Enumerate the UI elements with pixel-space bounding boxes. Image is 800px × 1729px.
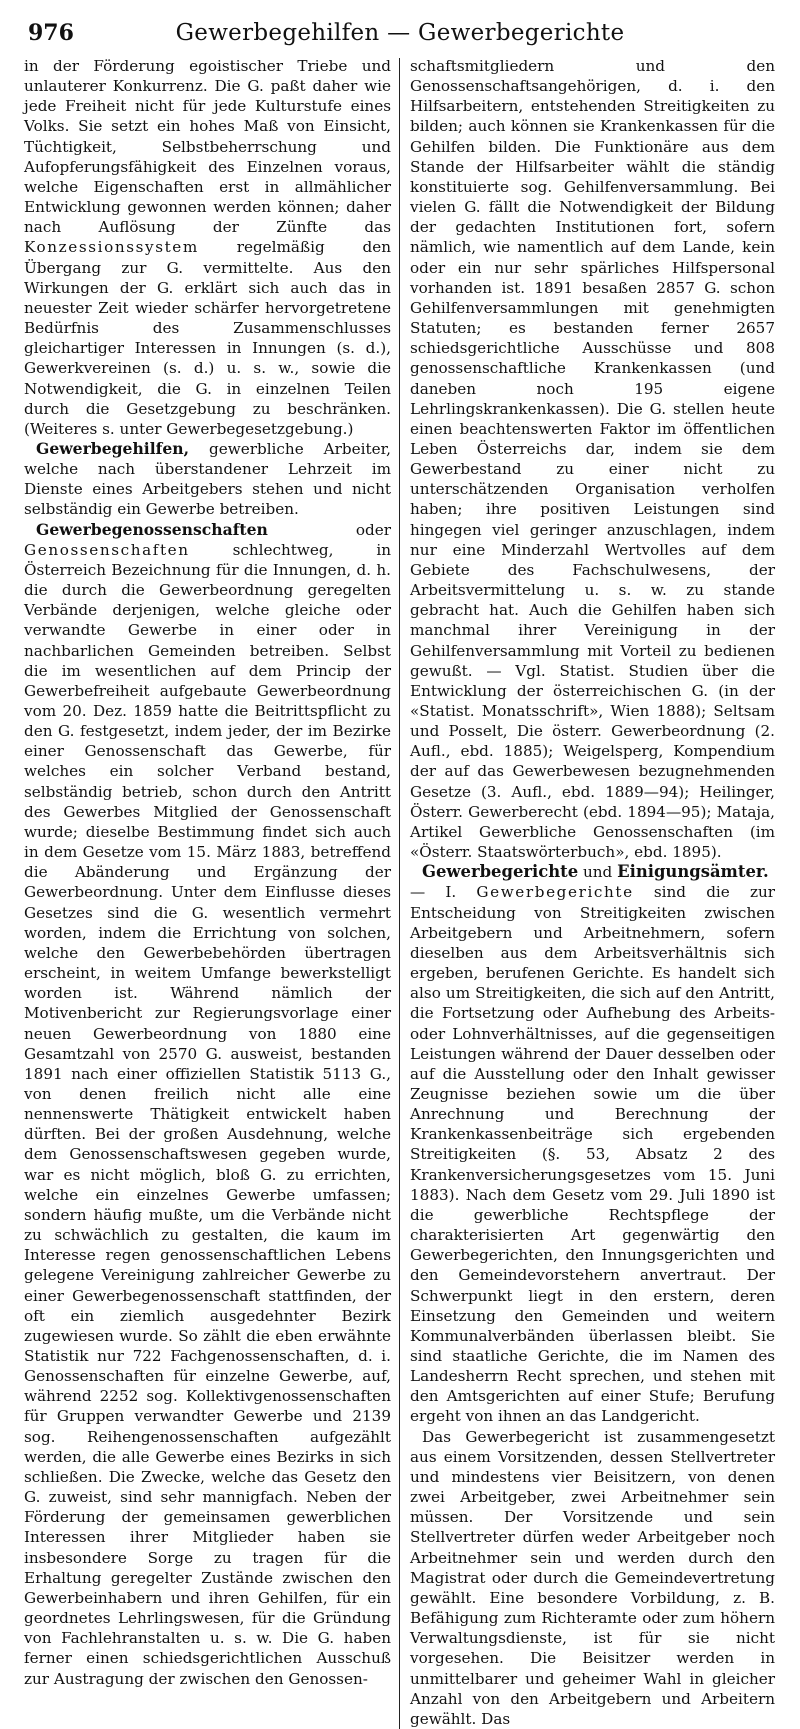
paragraph-genossenschaften-continued: schaftsmitgliedern und den Genossenschaftsangehörigen, d. i. den Hilfsarbeitern, entstehenden Streitigkeiten zu bilden; auch können sie Krankenkassen für die Gehilfen bilden. Die Funktionäre aus dem Stande der Hilfsarbeiter wählt die ständig konstituierte sog. Gehilfenversammlung. Bei vielen G. fällt die Notwendigkeit der Bildung der gedachten Institutionen fort, sofern nämlich, wie namentlich auf dem Lande, kein oder ein nur sehr spärliches Hilfspersonal vorhanden ist. 1891 besaßen 2857 G. schon Gehilfenversammlungen mit genehmigten Statuten; es bestanden ferner 2657 schiedsgerichtliche Ausschüsse und 808 genossenschaftliche Krankenkassen (und daneben noch 195 eigene Lehrlingskrankenkassen). Die G. stellen heute einen beachtenswerten Faktor im öffentlichen Leben Österreichs dar, indem sie dem Gewerbestand zu einer nicht zu unterschätzenden Organisation verholfen haben; ihre positiven Leistungen sind hingegen viel geringer anzuschlagen, indem nur eine Minderzahl Wertvolles auf dem Gebiete des Fachschulwesens, der Arbeitsvermittelung u. s. w. zu stande gebracht hat. Auch die Gehilfen haben sich manchmal ihrer Vereinigung in der Gehilfenversammlung mit Vorteil zu bedienen gewußt. — Vgl. Statist. Studien über die Entwicklung der österreichischen G. (in der «Statist. Monatsschrift», Wien 1888); Seltsam und Posselt, Die österr. Gewerbeordnung (2. Aufl., ebd. 1885); Weigelsperg, Kompendium der auf das Gewerbewesen bezugnehmenden Gesetze (3. Aufl., ebd. 1889—94); Heilinger, Österr. Gewerberecht (ebd. 1894—95); Mataja, Artikel Gewerbliche Genossenschaften (im «Österr. Staatswörterbuch», ebd. 1895). [410, 57, 775, 862]
spaced-term: Genossenschaften [24, 540, 190, 559]
right-column [400, 56, 775, 1729]
spaced-term: Konzessionssystem [24, 238, 199, 257]
entry-gewerbegerichte: Gewerbegerichte und Einigungsämter. — I. Gewerbegerichte sind die zur Entscheidung von Streitigkeiten zwischen Arbeitgebern und Arbeitnehmern, sofern dieselben aus dem Arbeitsverhältnis sich ergeben, berufenen Gerichte. Es handelt sich also um Streitigkeiten, die sich auf den Antritt, die Fortsetzung oder Aufhebung des Arbeits- oder Lohnverhältnisses, auf die gegenseitigen Leistungen während der Dauer desselben oder auf die Ausstellung oder den Inhalt gewisser Zeugnisse beziehen sowie um die über Anrechnung und Berechnung der Krankenkassenbeiträge sich ergebenden Streitigkeiten (§. 53, Absatz 2 des Krankenversicherungsgesetzes vom 15. Juni 1883). Nach dem Gesetz vom 29. Juli 1890 ist die gewerbliche Rechtspflege der charakterisierten Art gegenwärtig den Gewerbegerichten, den Innungsgerichten und den Gemeindevorstehern anvertraut. Der Schwerpunkt liegt in den erstern, deren Einsetzung den Gemeinden und weitern Kommunalverbänden überlassen bleibt. Sie sind staatliche Gerichte, die im Namen des Landesherrn Recht sprechen, und stehen mit den Amtsgerichten auf einer Stufe; Berufung ergeht von ihnen an das Landgericht. [410, 862, 776, 1426]
paragraph-gewerbefreiheit-continued: in der Förderung egoistischer Triebe und unlauterer Konkurrenz. Die G. paßt daher wie jede Freiheit nicht für jede Kulturstufe eines Volks. Sie setzt ein hohes Maß von Einsicht, Tüchtigkeit, Selbstbeherrschung und Aufopferungsfähigkeit des Einzelnen voraus, welche Eigenschaften erst in allmählicher Entwicklung gewonnen werden können; daher nach Auflösung der Zünfte das Konzessionssystem regelmäßig den Übergang zur G. vermittelte. Aus den Wirkungen der G. erklärt sich auch das in neuester Zeit wieder schärfer hervorgetretene Bedürfnis des Zusammenschlusses gleichartiger Interessen in Innungen (s. d.), Gewerkvereinen (s. d.) u. s. w., sowie die Notwendigkeit, die G. in einzelnen Teilen durch die Gesetzgebung zu beschränken. (Weiteres s. unter Gewerbegesetzgebung.) [24, 57, 391, 438]
running-title: Gewerbegehilfen — Gewerbegerichte [175, 20, 625, 46]
spaced-term: Gewerbegerichte [476, 883, 634, 902]
page-header [24, 12, 776, 56]
text-columns [24, 56, 776, 1729]
headword: Einigungsämter. [617, 862, 769, 882]
headword: Gewerbegenossenschaften [36, 519, 268, 539]
entry-gewerbegenossenschaften: Gewerbegenossenschaften oder Genossenschaften schlechtweg, in Österreich Bezeichnung für die Innungen, d. h. die durch die Gewerbeordnung geregelten Verbände derjenigen, welche gleiche oder verwandte Gewerbe in einer oder in nachbarlichen Gemeinden betreiben. Selbst die im wesentlichen auf dem Princip der Gewerbefreiheit aufgebaute Gewerbeordnung vom 20. Dez. 1859 hatte die Beitrittspflicht zu den G. festgesetzt, indem jeder, der im Bezirke einer Genossenschaft das Gewerbe, für welches ein solcher Verband bestand, selbständig betrieb, schon durch den Antritt des Gewerbes Mitglied der Genossenschaft wurde; dieselbe Bestimmung findet sich auch in dem Gesetze vom 15. März 1883, betreffend die Abänderung und Ergänzung der Gewerbeordnung. Unter dem Einflusse dieses Gesetzes sind die G. wesentlich vermehrt worden, indem die Errichtung von solchen, welche den Gewerbebehörden übertragen erscheint, in weitem Umfange bewerkstelligt worden ist. Während nämlich der Motivenbericht zur Regierungsvorlage einer neuen Gewerbeordnung von 1880 eine Gesamtzahl von 2570 G. ausweist, bestanden 1891 nach einer offiziellen Statistik 5113 G., von denen freilich nicht alle eine nennenswerte Thätigkeit entwickelt haben dürften. Bei der großen Ausdehnung, welche dem Genossenschaftswesen gegeben wurde, war es nicht möglich, bloß G. zu errichten, welche ein einzelnes Gewerbe umfassen; sondern häufig mußte, um die Verbände nicht zu schwächlich zu gestalten, die kaum im Interesse regen genossenschaftlichen Lebens gelegene Vereinigung zahlreicher Gewerbe zu einer Gewerbegenossenschaft stattfinden, der oft ein ziemlich ausgedehnter Bezirk zugewiesen wurde. So zählt die eben erwähnte Statistik nur 722 Fachgenossenschaften, d. i. Genossenschaften für einzelne Gewerbe, auf, während 2252 sog. Kollektivgenossenschaften für Gruppen verwandter Gewerbe und 2139 sog. Reihengenossenschaften aufgezählt werden, die alle Gewerbe eines Bezirks in sich schließen. Die Zwecke, welche das Gesetz den G. zuweist, sind sehr mannigfach. Neben der Förderung der gemeinsamen gewerblichen Interessen ihrer Mitglieder haben sie insbesondere Sorge zu tragen für die Erhaltung geregelter Zustände zwischen den Gewerbeinhabern und ihren Gehilfen, für ein geordnetes Lehrlingswesen, für die Gründung von Fachlehranstalten u. s. w. Die G. haben ferner einen schiedsgerichtlichen Ausschuß zur Austragung der zwischen den Genossen- [24, 519, 391, 1688]
page-number: 976 [28, 20, 74, 46]
left-column [24, 56, 399, 1729]
headword: Gewerbegehilfen, [36, 438, 190, 458]
headword: Gewerbegerichte [422, 862, 579, 882]
paragraph-zusammensetzung: Das Gewerbegericht ist zusammengesetzt aus einem Vorsitzenden, dessen Stellvertreter und mindestens vier Beisitzern, von denen zwei Arbeitgeber, zwei Arbeitnehmer sein müssen. Der Vorsitzende und sein Stellvertreter dürfen weder Arbeitgeber noch Arbeitnehmer sein und werden durch den Magistrat oder durch die Gemeindevertretung gewählt. Eine besondere Vorbildung, z. B. Befähigung zum Richteramte oder zum höhern Verwaltungsdienste, ist für sie nicht vorgesehen. Die Beisitzer werden in unmittelbarer und geheimer Wahl in gleicher Anzahl von den Arbeitgebern und Arbeitern gewählt. Das [410, 1427, 775, 1728]
entry-gewerbegehilfen: Gewerbegehilfen, gewerbliche Arbeiter, welche nach überstandener Lehrzeit im Dienste eines Arbeitgebers stehen und nicht selbständig ein Gewerbe betreiben. [24, 438, 391, 519]
